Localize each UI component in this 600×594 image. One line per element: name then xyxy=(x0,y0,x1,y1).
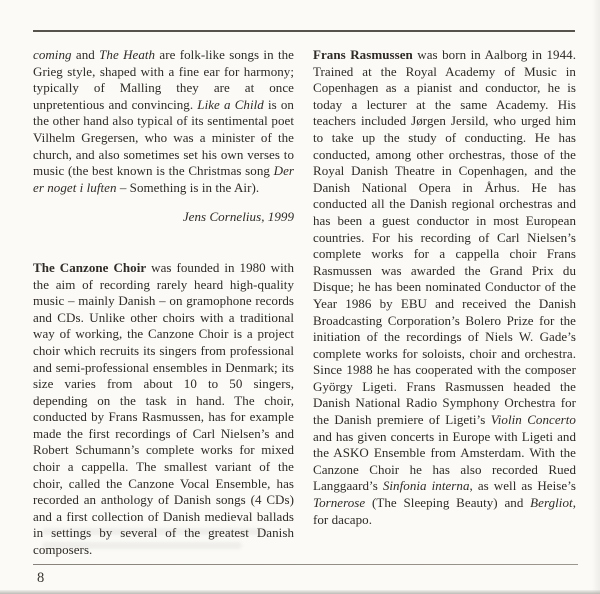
scan-edge-shadow-bottom xyxy=(0,590,600,594)
print-bleed-ghost xyxy=(42,528,267,535)
canzone-choir-paragraph xyxy=(33,260,294,559)
text-run: Tornerose xyxy=(313,495,366,511)
text-run: The Heath xyxy=(99,47,156,62)
text-run: – Something is in the Air). xyxy=(116,179,260,195)
print-bleed-ghost xyxy=(42,542,242,549)
text-run: Violin Concerto xyxy=(490,412,576,428)
text-run: was born in Aalborg in 1944. Trained at the Royal Academy of Music in Copenhagen as a pianist and conductor, he is today a lecturer at the same Academy. His teachers included Jørgen Jersild, who urged him to take up the study of conducting. He has conducted, among other orchestras, those of the Royal Danish Theatre in Copenhagen, and the Danish National Opera in Århus. He has conducted all the Danish regional orchestras and has been a guest conductor in most European countries. For his recording of Carl Nielsen’s complete works for a cappella choir Frans Rasmussen was awarded the Grand Prix du Disque; he has been nominated Conductor of the Year 1986 by EBU and received the Danish Broadcasting Corporation’s Bolero Prize for the initiation of the recordings of Niels W. Gade’s complete works for soloists, choir and orchestra. Since 1988 he has cooperated with the composer György Ligeti. Frans Rasmussen headed the Danish National Radio Symphony Orchestra for the Danish premiere of Ligeti’s xyxy=(313,47,577,428)
text-run: , as well as Heise’s xyxy=(469,478,576,494)
text-run: and has given concerts in Europe with Ligeti and the ASKO Ensemble from Amsterdam. With the Canzone Choir he has also recorded Rued Langgaard’s xyxy=(313,428,576,494)
text-run: Der er noget i luften xyxy=(33,163,294,195)
left-column xyxy=(33,47,294,559)
text-run: Bergliot xyxy=(530,495,573,511)
malling-songs-paragraph xyxy=(33,47,294,196)
text-run: The Canzone Choir xyxy=(33,259,147,275)
page-number: 8 xyxy=(37,570,45,586)
frans-rasmussen-paragraph xyxy=(313,47,576,528)
right-column xyxy=(313,47,576,559)
text-columns xyxy=(33,47,576,559)
footer-rule xyxy=(33,564,578,565)
text-run: coming xyxy=(33,47,72,62)
text-run: (The Sleeping Beauty) and xyxy=(365,495,531,511)
text-run: is on the other hand also typical of its sentimental poet Vilhelm Gregersen, who was a minister of the church, and also sometimes set his own verses to music (the best known is the Christmas song xyxy=(33,96,294,179)
text-run: are folk-like songs in the Grieg style, shaped with a fine ear for harmony; typically of Malling they are at once unpretentious and convincing. xyxy=(33,47,294,112)
text-run: Like a Child xyxy=(197,96,264,112)
scan-edge-shadow-right xyxy=(592,0,600,594)
text-run: Jens Cornelius, 1999 xyxy=(182,209,294,225)
text-run: and xyxy=(71,47,100,62)
text-run: was founded in 1980 with the aim of recording rarely heard high-quality music – mainly Danish – on gramophone records and CDs. Unlike other choirs with a traditional way of working, the Canzone Choir is a project choir which recruits its singers from professional and semi-professional ensembles in Denmark; its size varies from about 10 to 50 singers, depending on the task in hand. The choir, conducted by Frans Rasmussen, has for example made the first recordings of Carl Nielsen’s and Robert Schumann’s complete works for mixed choir a cappella. The smallest variant of the choir, called the Canzone Vocal Ensemble, has recorded an anthology of Danish songs (4 CDs) and a first collection of Danish medieval ballads in settings by several of the greatest Danish composers. xyxy=(33,259,294,558)
text-run: Frans Rasmussen xyxy=(313,47,413,62)
text-run: , for dacapo. xyxy=(313,495,576,527)
header-rule xyxy=(33,30,575,32)
author-byline xyxy=(33,209,294,226)
text-run: Sinfonia interna xyxy=(382,478,470,494)
